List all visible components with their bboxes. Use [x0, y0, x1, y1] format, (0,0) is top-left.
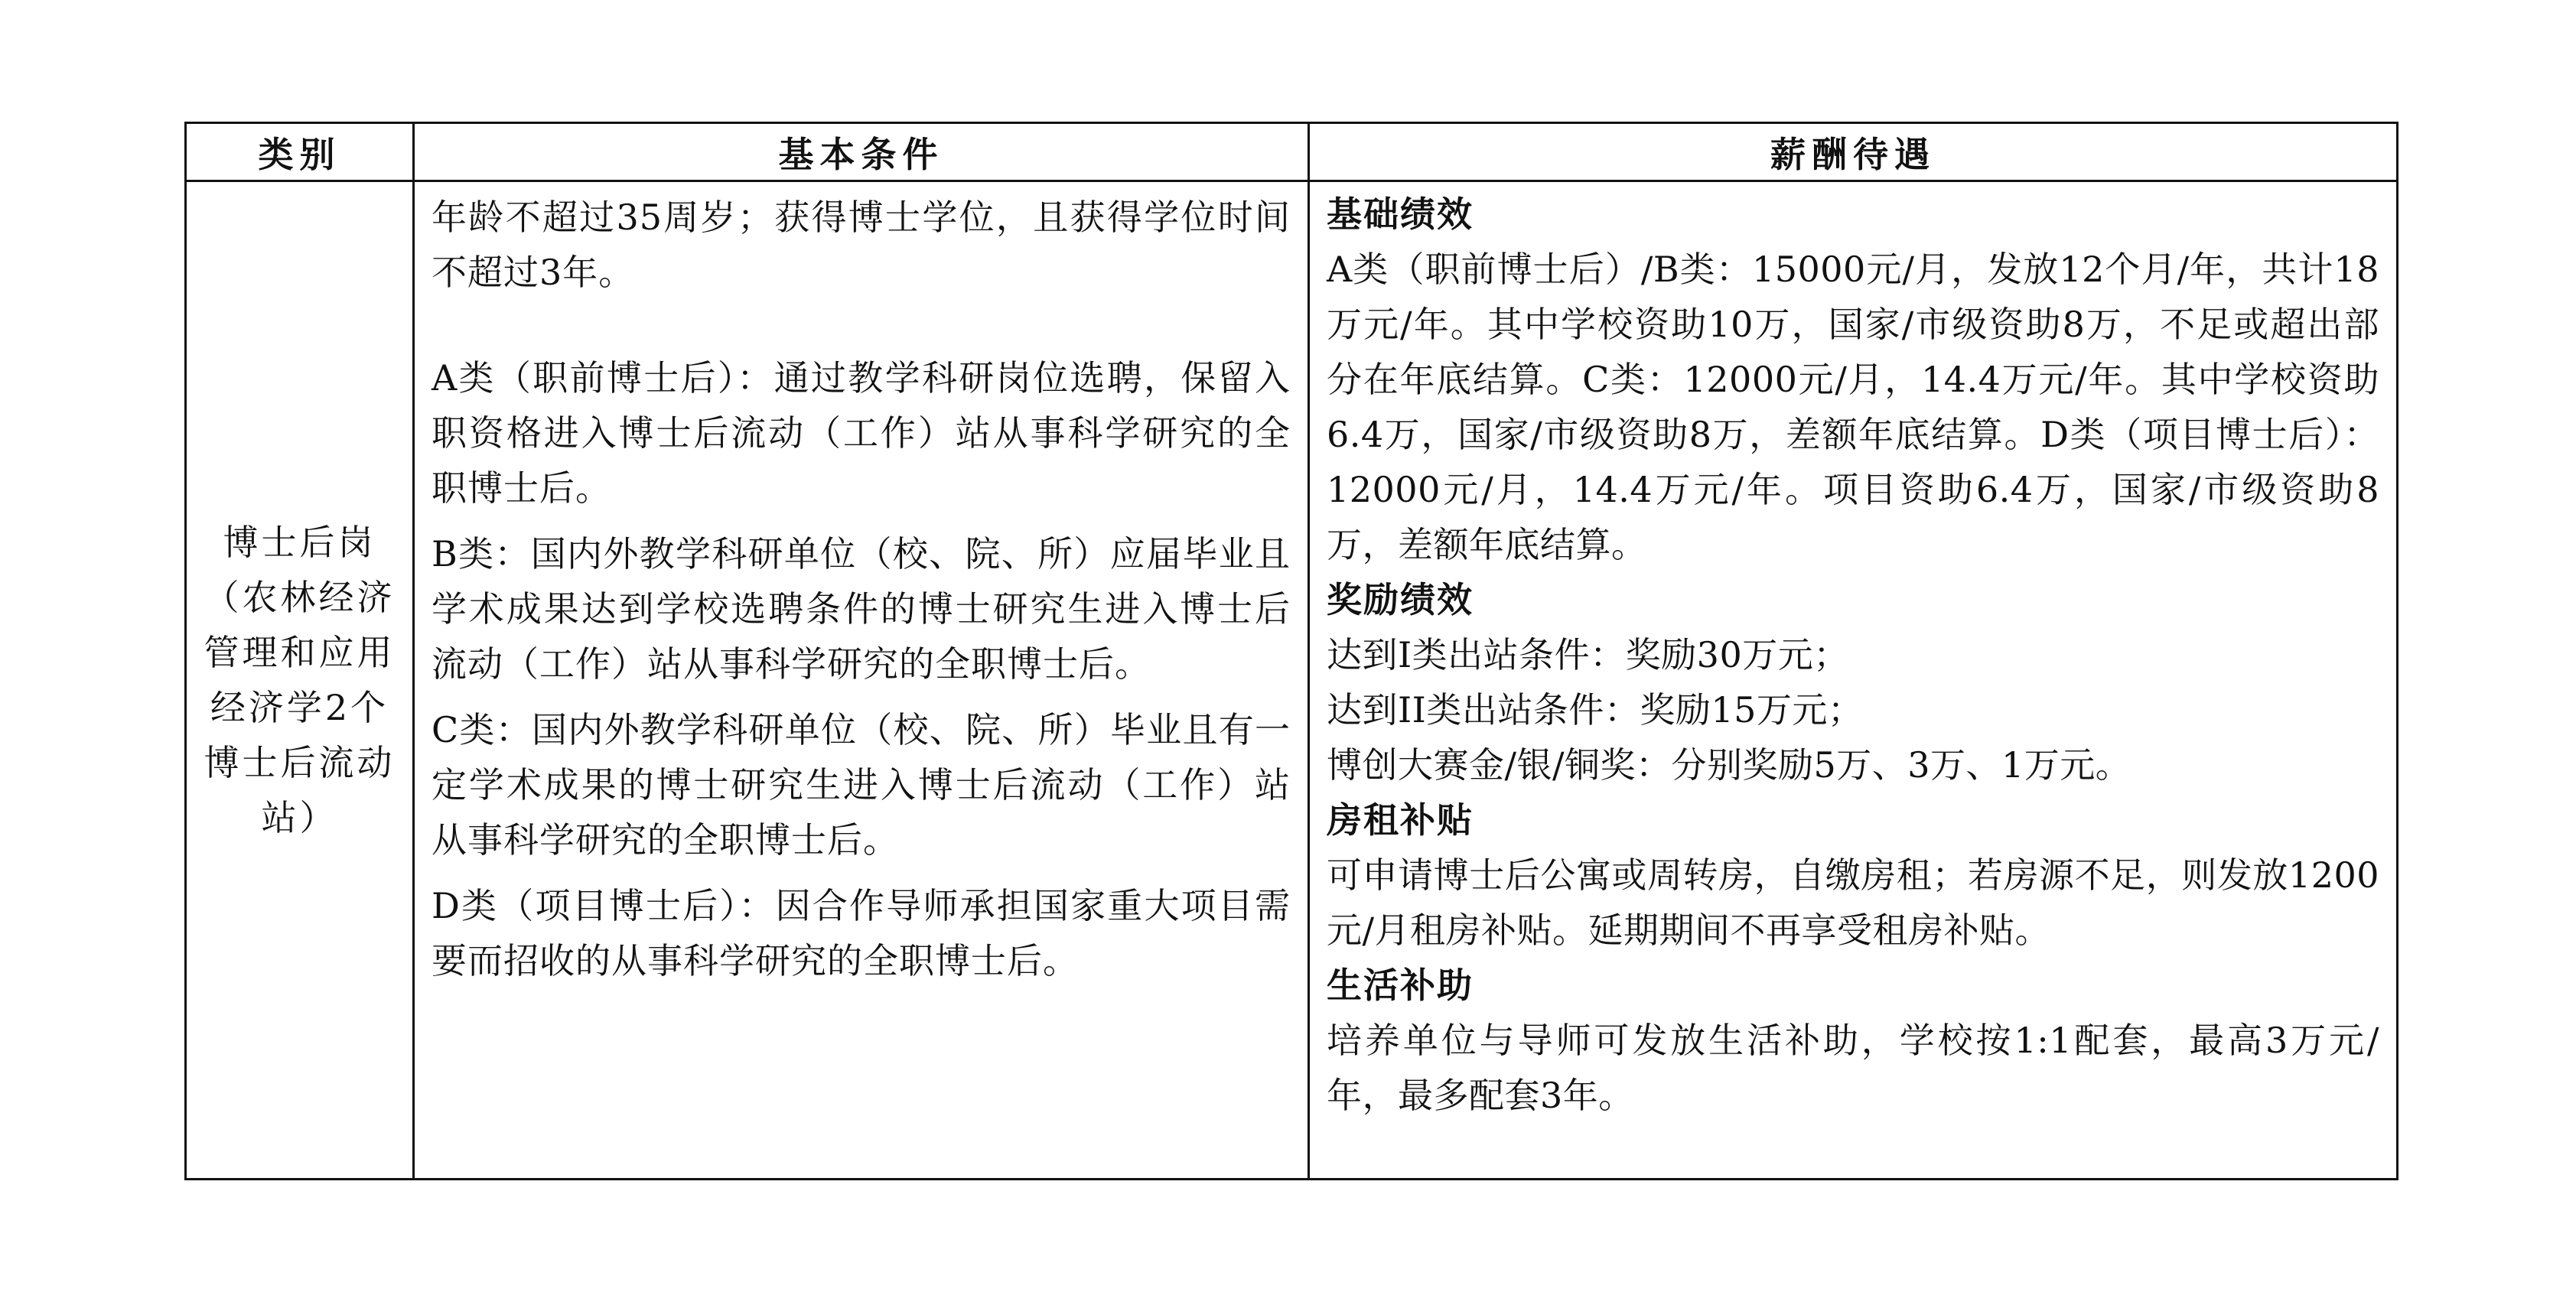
- section-title-rent-subsidy: 房租补贴: [1327, 799, 1474, 841]
- condition-type-d: D类（项目博士后）：因合作导师承担国家重大项目需要而招收的从事科学研究的全职博士后。: [432, 885, 1291, 981]
- condition-type-c: C类：国内外教学科研单位（校、院、所）毕业且有一定学术成果的博士研究生进入博士后流动（工作）站从事科学研究的全职博士后。: [432, 709, 1291, 861]
- rent-subsidy-text: 可申请博士后公寓或周转房，自缴房租；若房源不足，则发放1200元/月租房补贴。延期期间不再享受租房补贴。: [1327, 854, 2379, 951]
- condition-type-a: A类（职前博士后）：通过教学科研岗位选聘，保留入职资格进入博士后流动（工作）站从事科学研究的全职博士后。: [432, 357, 1291, 509]
- reward-line-class-1: 达到I类出站条件：奖励30万元；: [1327, 634, 1849, 675]
- header-conditions: 基本条件: [414, 123, 1309, 181]
- postdoc-table-container: [184, 122, 2399, 1180]
- table-row: [186, 181, 2398, 1180]
- section-title-reward-performance: 奖励绩效: [1327, 579, 1474, 620]
- table-header-row: [186, 123, 2398, 181]
- base-performance-text: A类（职前博士后）/B类：15000元/月，发放12个月/年，共计18万元/年。其中学校资助10万，国家/市级资助8万，不足或超出部分在年底结算。C类：12000元/月，14.4万元/年。其中学校资助6.4万，国家/市级资助8万，差额年底结算。D类（项目博士后）：12000元/月，14.4万元/年。项目资助6.4万，国家/市级资助8万，差额年底结算。: [1327, 249, 2379, 565]
- living-allowance-text: 培养单位与导师可发放生活补助，学校按1:1配套，最高3万元/年，最多配套3年。: [1327, 1020, 2379, 1116]
- reward-line-class-2: 达到II类出站条件：奖励15万元；: [1327, 689, 1864, 731]
- condition-general: 年龄不超过35周岁；获得博士学位，且获得学位时间不超过3年。: [432, 197, 1291, 293]
- header-compensation: 薪酬待遇: [1309, 123, 2398, 181]
- section-title-base-performance: 基础绩效: [1327, 194, 1474, 235]
- condition-type-b: B类：国内外教学科研单位（校、院、所）应届毕业且学术成果达到学校选聘条件的博士研究生进入博士后流动（工作）站从事科学研究的全职博士后。: [432, 533, 1291, 685]
- header-category: 类别: [186, 123, 414, 181]
- category-cell: 博士后岗（农林经济管理和应用经济学2个博士后流动站）: [186, 181, 414, 1180]
- conditions-cell: [414, 181, 1309, 1180]
- reward-line-competition: 博创大赛金/银/铜奖：分别奖励5万、3万、1万元。: [1327, 744, 2131, 786]
- postdoc-table: [184, 122, 2399, 1180]
- section-title-living-allowance: 生活补助: [1327, 965, 1474, 1006]
- compensation-cell: [1309, 181, 2398, 1180]
